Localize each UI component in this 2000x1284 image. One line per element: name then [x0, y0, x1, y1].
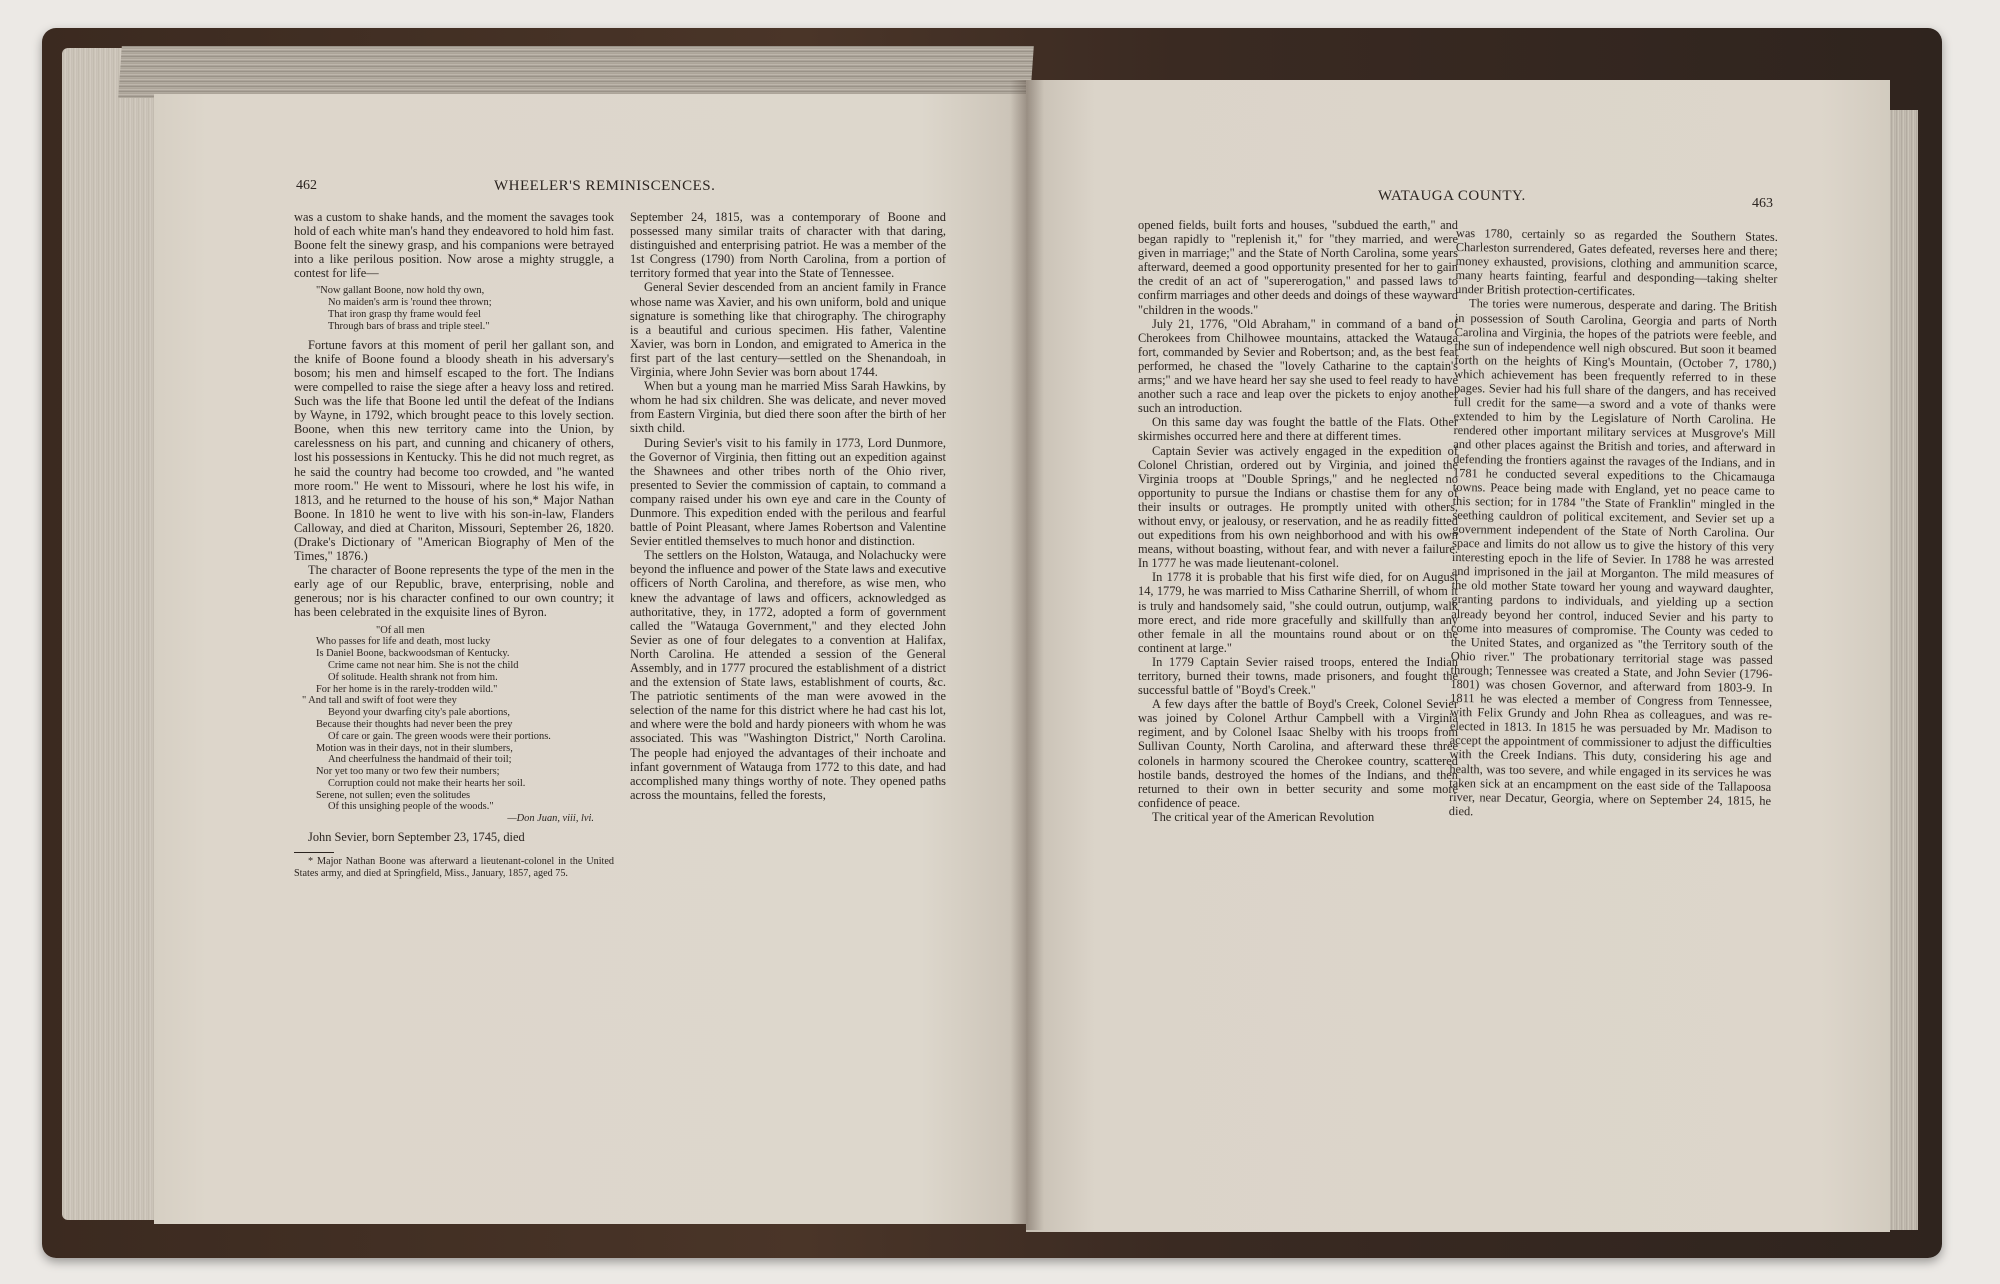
- footnote-rule: [294, 852, 334, 853]
- verse-line: Beyond your dwarfing city's pale abortions,: [328, 707, 510, 719]
- paragraph: The critical year of the American Revolution: [1152, 809, 1375, 824]
- verse-line: No maiden's arm is 'round thee thrown;: [328, 297, 492, 309]
- page-edges-top: [118, 46, 1034, 98]
- verse-line: Is Daniel Boone, backwoodsman of Kentucky.: [316, 648, 510, 660]
- paragraph: A few days after the battle of Boyd's Creek, Colonel Sevier was joined by Colonel Arthur Campbell with a Virginia regiment, and by Colonel Isaac Shelby with his troops from Sullivan County, North Carolina, and afterward these three colonels in harmony scoured the Cherokee country, scattered hostile bands, destroyed the homes of the Indians, and then returned to their own in better security and some more confidence of peace.: [1138, 697, 1458, 810]
- paragraph: John Sevier, born September 23, 1745, died: [308, 830, 525, 845]
- verse-line: "Now gallant Boone, now hold thy own,: [316, 285, 485, 297]
- paragraph: During Sevier's visit to his family in 1773, Lord Dunmore, the Governor of Virginia, then fitting out an expedition against the Shawnees and other tribes north of the Ohio river, presented to Sevier the commission of captain, to command a company raised under his own eye and care in the County of Dunmore. This expedition ended with the perilous and fearful battle of Point Pleasant, where James Robertson and Valentine Sevier entitled themselves to much honor and distinction.: [630, 435, 946, 549]
- right-page: [1026, 80, 1890, 1232]
- verse-line: Crime came not near him. She is not the child: [328, 659, 519, 671]
- verse-line: Because their thoughts had never been the prey: [316, 718, 513, 730]
- footnote: * Major Nathan Boone was afterward a lieutenant-colonel in the United States army, and died at Springfield, Miss., January, 1857, aged 75.: [294, 856, 614, 879]
- page-number-left: 462: [296, 178, 317, 193]
- left-page: [154, 94, 1026, 1224]
- verse-line: Through bars of brass and triple steel.": [328, 320, 490, 332]
- paragraph: In 1779 Captain Sevier raised troops, entered the Indian territory, burned their towns, made prisoners, and fought the successful battle of "Boyd's Creek.": [1138, 654, 1458, 698]
- running-head-left: WHEELER'S REMINISCENCES.: [494, 178, 716, 194]
- paragraph: Captain Sevier was actively engaged in the expedition of Colonel Christian, ordered out by Virginia, and joined the Virginia troops at "Double Springs," and he neglected no opportunity to pursue the Indians or chastise them for any of their insults or outrages. He promptly united with others, without envy, or jealousy, or reservation, and he as readily fitted out expeditions from his own neighborhood and with his own means, without boasting, without fear, and with never a failure. In 1777 he was made lieutenant-colonel.: [1138, 443, 1458, 571]
- paragraph: was 1780, certainly so as regarded the Southern States. Charleston surrendered, Gates defeated, reverses here and there; money exhausted, provisions, clothing and ammunition scarce, many hearts fainting, fearful and desponding—taking shelter under British protection-certificates.: [1455, 226, 1778, 299]
- paragraph: September 24, 1815, was a contemporary of Boone and possessed many similar traits of character with that daring, distinguished and enterprising patriot. He was a member of the 1st Congress (1790) from North Carolina, from a portion of territory formed that year into the State of Tennessee.: [630, 210, 946, 281]
- verse-line: " And tall and swift of foot were they: [302, 695, 457, 707]
- verse-line: Of this unsighing people of the woods.": [328, 801, 494, 813]
- verse-line: Of care or gain. The green woods were their portions.: [328, 730, 551, 742]
- paragraph: In 1778 it is probable that his first wife died, for on August 14, 1779, he was married to Miss Catharine Sherrill, of whom it is truly and handsomely said, "she could outrun, outjump, walk more erect, and ride more gracefully and skillfully than any other female in all the mountains round about or on the continent at large.": [1138, 570, 1458, 655]
- verse-line: For her home is in the rarely-trodden wild.": [316, 683, 498, 695]
- paragraph: was a custom to shake hands, and the moment the savages took hold of each white man's hand they endeavored to hold him fast. Boone felt the sinewy grasp, and his companions were betrayed into a like perilous position. Now arose a mighty struggle, a contest for life—: [294, 210, 614, 281]
- left-page-column-1: [294, 210, 614, 1155]
- verse-quote-1: [316, 285, 614, 332]
- paragraph: opened fields, built forts and houses, "subdued the earth," and began rapidly to "replenish it," for "they married, and were given in marriage;" and the State of North Carolina, some years afterward, deemed a good opportunity presented for her to gain the credit of an act of "supererogation," and passed laws to confirm marriages and other deeds and doings of these wayward "children in the woods.": [1138, 218, 1458, 317]
- verse-line: "Of all men: [376, 624, 425, 636]
- book-gutter: [1010, 80, 1044, 1230]
- paragraph: When but a young man he married Miss Sarah Hawkins, by whom he had six children. She was delicate, and never moved from Eastern Virginia, but died there soon after the birth of her sixth child.: [630, 379, 946, 436]
- verse-line: Serene, not sullen; even the solitudes: [316, 789, 471, 801]
- verse-line: Corruption could not make their hearts her soil.: [328, 777, 526, 789]
- verse-quote-2: [302, 624, 614, 826]
- verse-line: And cheerfulness the handmaid of their toil;: [328, 754, 512, 766]
- verse-line: That iron grasp thy frame would feel: [328, 309, 481, 321]
- verse-line: Who passes for life and death, most lucky: [316, 636, 491, 648]
- right-page-column-2: [1445, 226, 1778, 1142]
- verse-line: Motion was in their days, not in their slumbers,: [316, 742, 513, 754]
- paragraph: Fortune favors at this moment of peril her gallant son, and the knife of Boone found a bloody sheath in his adversary's bosom; his men and himself escaped to the fort. The Indians were compelled to raise the siege after a heavy loss and retired. Such was the life that Boone led until the defeat of the Indians by Wayne, in 1792, which brought peace to this lovely section. Boone, when this new territory came into the Union, by carelessness on his part, and cunning and chicanery of others, lost his possessions in Kentucky. This he did not much regret, as he said the country had become too crowded, and "he wanted more room." He went to Missouri, where he lost his wife, in 1813, and he returned to the house of his son,* Major Nathan Boone. In 1810 he went to live with his son-in-law, Flanders Calloway, and died at Chariton, Missouri, September 26, 1820. (Drake's Dictionary of "American Biography of Men of the Times," 1876.): [294, 337, 614, 564]
- right-page-column-1: [1138, 218, 1458, 1130]
- paragraph: General Sevier descended from an ancient family in France whose name was Xavier, and his own uniform, bold and unique signature is something like that chirography. The chirography is a beautiful and curious specimen. His father, Valentine Xavier, was born in London, and emigrated to America in the first part of the last century—settled on the Shenandoah, in Virginia, where John Sevier was born about 1744.: [630, 280, 946, 380]
- verse-source: —Don Juan, viii, lvi.: [507, 813, 594, 825]
- paragraph: The character of Boone represents the type of the men in the early age of our Republic, brave, enterprising, noble and generous; nor is his character confined to our own country; it has been celebrated in the exquisite lines of Byron.: [294, 563, 614, 620]
- paragraph: The tories were numerous, desperate and daring. The British in possession of South Carolina, Georgia and parts of North Carolina and Virginia, the hopes of the patriots were feeble, and the sun of independence well nigh obscured. But soon it beamed forth on the heights of King's Mountain, (October 7, 1780,) which achievement has been frequently referred to in these pages. Sevier had his full share of the dangers, and has received full credit for the same—a sword and a vote of thanks were extended to him by the Legislature of North Carolina. He rendered other important military services at Musgrove's Mill and other places against the British and tories, and afterward in defending the frontiers against the ravages of the Indians, and in 1781 he conducted several expeditions to the Chicamauga towns. Peace being made with England, yet no peace came to this section; for in 1784 "the State of Franklin" mingled in the seething cauldron of political excitement, and Sevier set up a government independent of the State of North Carolina. Our space and limits do not allow us to give the history of this very interesting epoch in the life of Sevier. In 1788 he was arrested and imprisoned in the jail at Morganton. The mild measures of the old mother State toward her young and wayward daughter, granting pardons to individuals, and yielding up a section already beyond her control, induced Sevier and his party to come into measures of compromise. The County was ceded to the United States, and organized as "the Territory south of the Ohio river." The probationary territorial stage was passed through; Tennessee was created a State, and John Sevier (1796-1801) was chosen Governor, and afterward from 1803-9. In 1811 he was elected a member of Congress from Tennessee, with Felix Grundy and John Rhea as colleagues, and was re-elected in 1813. In 1815 he was persuaded by Mr. Madison to accept the appointment of commissioner to adjust the difficulties with the Creek Indians. This duty, considering his age and health, was too severe, and while engaged in its services he was taken sick at an encampment on the east side of the Tallapoosa river, near Decatur, Georgia, where on September 24, 1815, he died.: [1448, 296, 1778, 819]
- paragraph: The settlers on the Holston, Watauga, and Nolachucky were beyond the influence and power of the State laws and executive officers of North Carolina, and therefore, as wise men, who knew the advantage of laws and officers, acknowledged as authoritative, they, in 1772, adopted a form of government called the "Watauga Government," and they elected John Sevier as one of four delegates to a convention at Halifax, North Carolina. He attended a session of the General Assembly, and in 1777 procured the establishment of a district and the extension of State laws, establishment of courts, &c. The patriotic sentiments of the man were avowed in the selection of the name for this district where he had cast his lot, and where were the bold and hardy pioneers with whom he was associated. This was "Washington District," North Carolina. The people had enjoyed the advantages of their inchoate and infant government of Watauga from 1772 to this date, and had accomplished many things worthy of note. They opened paths across the mountains, felled the forests,: [630, 548, 946, 802]
- verse-line: Nor yet too many or two few their numbers;: [316, 766, 500, 778]
- running-head-right: WATAUGA COUNTY.: [1378, 188, 1526, 204]
- verse-line: Of solitude. Health shrank not from him.: [328, 671, 498, 683]
- page-number-right: 463: [1752, 196, 1773, 211]
- left-page-column-2: [630, 210, 946, 1155]
- paragraph: July 21, 1776, "Old Abraham," in command of a band of Cherokees from Chilhowee mountains, attacked the Watauga fort, commanded by Sevier and Robertson; and, as the best feat performed, he chased the "lovely Catharine to the captain's arms;" and we have heard her say she used to feel ready to have another such a race and leap over the pickets to enjoy another such an introduction.: [1138, 316, 1458, 416]
- paragraph: On this same day was fought the battle of the Flats. Other skirmishes occurred here and there at different times.: [1138, 415, 1458, 444]
